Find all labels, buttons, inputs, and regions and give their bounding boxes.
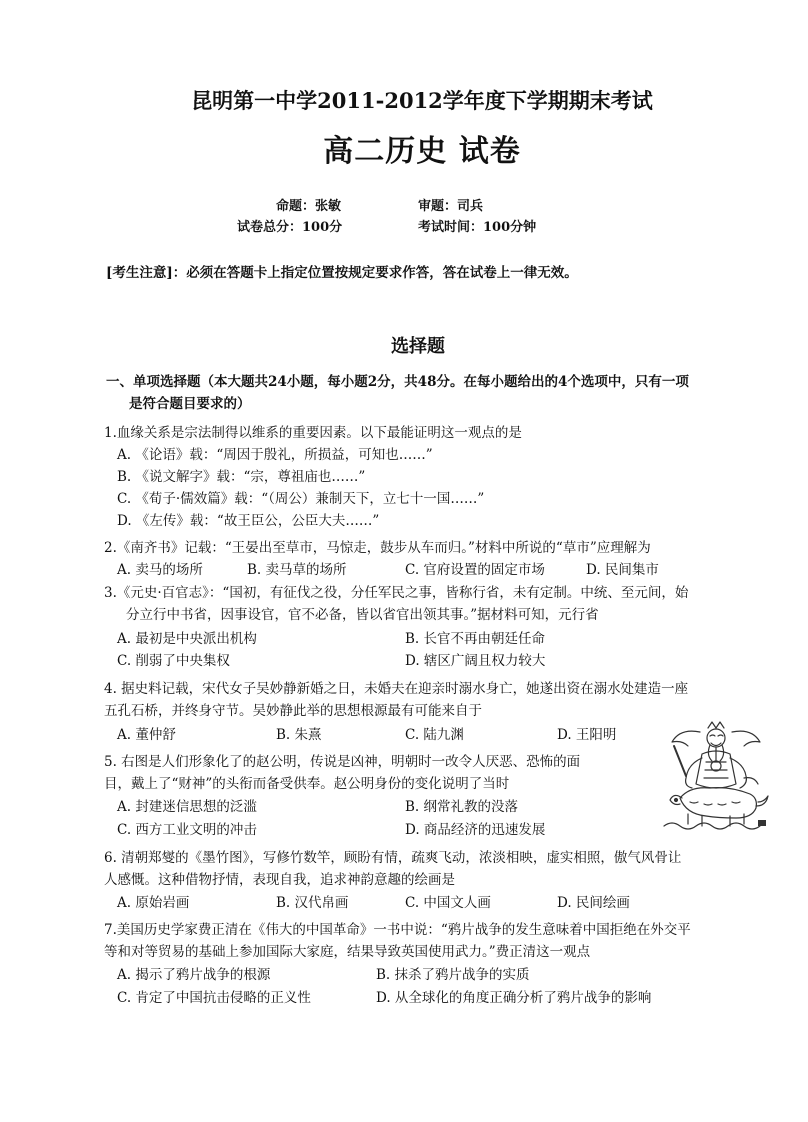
part1-instruction-line1: 一、单项选择题（本大题共24小题，每小题2分，共48分。在每小题给出的4个选项中，只有一项 <box>106 374 689 390</box>
exam-school-title: 昆明第一中学2011-2012学年度下学期期末考试 <box>191 88 653 113</box>
question-6-option-a: A. 原始岩画 <box>117 895 190 911</box>
question-2-option-b: B. 卖马草的场所 <box>247 562 347 578</box>
exam-time: 考试时间：100分钟 <box>418 220 537 235</box>
question-7-option-b: B. 抹杀了鸦片战争的实质 <box>376 967 530 983</box>
question-3-stem-line1: 3.《元史·百官志》：“国初，有征伐之役，分任军民之事，皆称行省，未有定制。中统、至元间，始 <box>104 585 689 601</box>
question-7-option-c: C. 肯定了中国抗击侵略的正义性 <box>117 990 311 1006</box>
candidate-notice: [考生注意]：必须在答题卡上指定位置按规定要求作答，答在试卷上一律无效。 <box>106 265 578 281</box>
question-4-option-c: C. 陆九渊 <box>405 727 464 743</box>
question-4-stem-line1: 4. 据史料记载，宋代女子吴妙静新婚之日，未婚夫在迎亲时溺水身亡，她遂出资在溺水处建造一座 <box>104 681 689 697</box>
question-1-stem: 1.血缘关系是宗法制得以维系的重要因素。以下最能证明这一观点的是 <box>104 425 522 441</box>
question-3-option-a: A. 最初是中央派出机构 <box>117 631 257 647</box>
question-2-option-d: D. 民间集市 <box>586 562 659 578</box>
question-5-stem-line1: 5. 右图是人们形象化了的赵公明，传说是凶神，明朝时一改令人厌恶、恐怖的面 <box>104 754 581 770</box>
question-6-stem-line2: 人感慨。这种借物抒情，表现自我，追求神韵意趣的绘画是 <box>104 872 455 888</box>
question-4-option-a: A. 董仲舒 <box>117 727 176 743</box>
total-score: 试卷总分：100分 <box>237 220 343 235</box>
question-1-option-a: A. 《论语》载：“周因于殷礼，所损益，可知也……” <box>117 447 433 463</box>
question-5-stem-line2: 目，戴上了“财神”的头衔而备受供奉。赵公明身份的变化说明了当时 <box>104 776 510 792</box>
question-5-option-d: D. 商品经济的迅速发展 <box>405 822 546 838</box>
question-7-option-d: D. 从全球化的角度正确分析了鸦片战争的影响 <box>376 990 652 1006</box>
question-2-option-c: C. 官府设置的固定市场 <box>405 562 545 578</box>
proposer: 命题：张敏 <box>276 199 342 214</box>
question-1-option-c: C. 《荀子·儒效篇》载：“（周公）兼制天下，立七十一国……” <box>117 491 485 507</box>
question-5-option-c: C. 西方工业文明的冲击 <box>117 822 257 838</box>
reviewer: 审题：司兵 <box>418 199 484 214</box>
question-3-stem-line2: 分立行中书省，因事设官，官不必备，皆以省官出领其事。”据材料可知，元行省 <box>126 607 599 623</box>
question-2-stem: 2.《南齐书》记载：“王晏出至草市，马惊走，鼓步从车而归。”材料中所说的“草市”应理解为 <box>104 540 651 556</box>
question-6-option-d: D. 民间绘画 <box>557 895 630 911</box>
question-1-option-b: B. 《说文解字》载：“宗，尊祖庙也……” <box>117 469 366 485</box>
question-1-option-d: D. 《左传》载：“故王臣公，公臣大夫……” <box>117 513 380 529</box>
question-7-option-a: A. 揭示了鸦片战争的根源 <box>117 967 271 983</box>
question-7-stem-line2: 等和对等贸易的基础上参加国际大家庭，结果导致英国使用武力。”费正清这一观点 <box>104 944 591 960</box>
question-4-option-b: B. 朱熹 <box>276 727 322 743</box>
part1-instruction-line2: 是符合题目要求的） <box>129 396 251 412</box>
exam-subject-title: 高二历史 试卷 <box>323 134 521 169</box>
caishen-illustration-icon <box>660 718 772 830</box>
question-7-stem-line1: 7.美国历史学家费正清在《伟大的中国革命》一书中说：“鸦片战争的发生意味着中国拒绝在外交平 <box>104 922 691 938</box>
question-4-option-d: D. 王阳明 <box>557 727 617 743</box>
section-title: 选择题 <box>391 336 445 357</box>
question-6-option-c: C. 中国文人画 <box>405 895 491 911</box>
question-3-option-b: B. 长官不再由朝廷任命 <box>405 631 546 647</box>
question-3-option-d: D. 辖区广阔且权力较大 <box>405 653 546 669</box>
question-3-option-c: C. 削弱了中央集权 <box>117 653 230 669</box>
question-6-stem-line1: 6. 清朝郑燮的《墨竹图》，写修竹数竿，顾盼有情，疏爽飞动，浓淡相映，虚实相照，傲气风骨让 <box>104 850 682 866</box>
question-6-option-b: B. 汉代帛画 <box>276 895 349 911</box>
question-4-stem-line2: 五孔石桥，并终身守节。吴妙静此举的思想根源最有可能来自于 <box>104 703 482 719</box>
question-2-option-a: A. 卖马的场所 <box>117 562 203 578</box>
question-5-option-b: B. 纲常礼教的没落 <box>405 799 519 815</box>
question-5-option-a: A. 封建迷信思想的泛滥 <box>117 799 257 815</box>
zhao-gongming-figure <box>660 718 772 830</box>
